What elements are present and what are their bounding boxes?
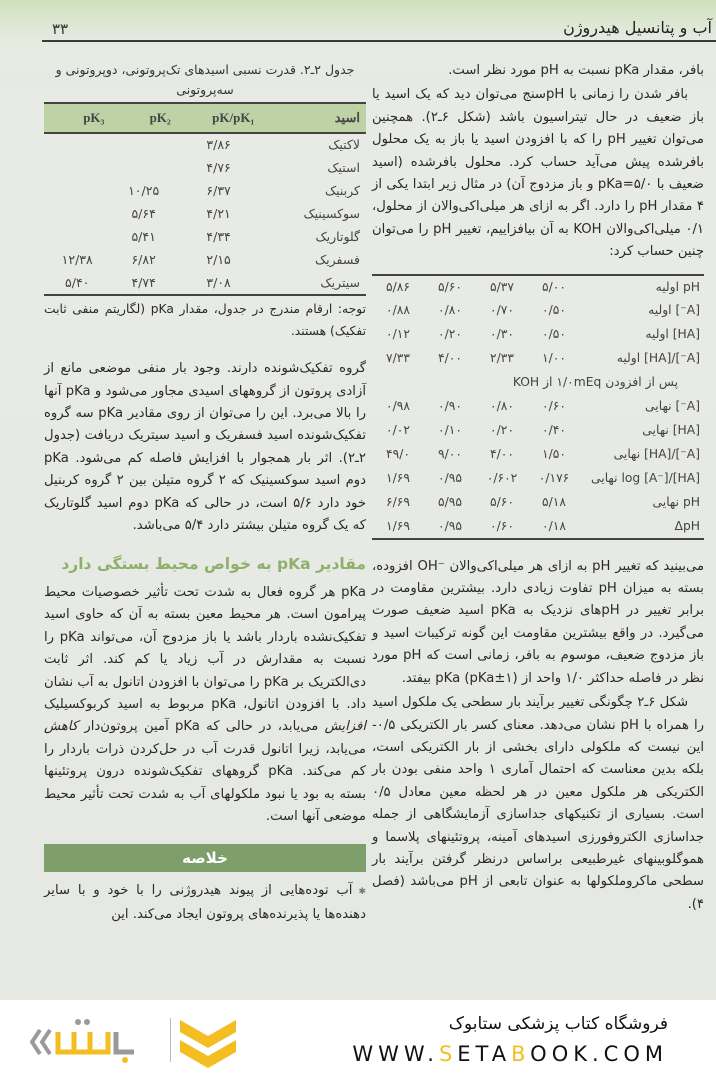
- table-row: فسفریک ۲/۱۵ ۶/۸۲ ۱۲/۳۸: [61, 252, 360, 268]
- summary-heading: خلاصه: [44, 844, 366, 872]
- column-header-pk2: pK₂: [110, 103, 176, 133]
- table-row: pH اولیه ۵/۰۰ ۵/۳۷ ۵/۶۰ ۵/۸۶: [372, 275, 704, 299]
- paragraph: شکل ۶ـ۲ چگونگی تغییر برآیند بار سطحی یک ملکول اسید را همراه با pH نشان می‌دهد. معنای کسر بار الکتریکی ۰/۵- این نیست که ملکولی دارای بخشی از بار الکتریکی است، بلکه بدین معناست که احتمال آماری ۱ واحد منفی بودن بار الکتریکی هر ملکول معین در هر لحظه معین معادل ۰/۵ است. بسیاری از تکنیکهای جداسازی آزمایشگاهی از جمله جداسازی الکتروفورزی اسیدهای آمینه، پروتئینهای پلاسما و هموگلوبینهای غیرطبیعی براساس درنظر گرفتن برآیند بار سطحی ماکروملکولها به عنوان تابعی از pH می‌باشد (فصل ۴).: [372, 695, 704, 912]
- paragraph: بافر شدن را زمانی با pHسنج می‌توان دید که یک اسید یا باز ضعیف در حال تیتراسیون باشد (شکل ۶ـ۲). همچنین می‌توان تغییر pH را که با افزودن اسید یا باز به یک محلول بافرشده پیش می‌آید حساب کرد. محلول بافرشده (اسید ضعیف با pKa=۵/۰ و باز مزدوج آن) در مثال زیر ابتدا یکی از ۴ مقدار pH را دارد. اگر به ازای هر میلی‌اکی‌والان از محلول، ۰/۱ میلی‌اکی‌والان KOH به آن بیافزاییم، تغییر pH را می‌توان چنین حساب کرد:: [372, 87, 705, 260]
- table-note: توجه: ارقام مندرج در جدول، مقدار pKa (لگاریتم منفی ثابت تفکیک) هستند.: [44, 302, 367, 339]
- summary-bullet: ✱ آب توده‌هایی از پیوند هیدروژنی را با خود و با سایر دهنده‌ها یا پذیرنده‌های پروتون ایجاد می‌کند. این: [44, 880, 366, 926]
- right-column: [372, 60, 704, 918]
- column-header-acid: اسید: [260, 103, 366, 133]
- table-row: [HA] نهایی ۰/۴۰ ۰/۲۰ ۰/۱۰ ۰/۰۲: [386, 423, 700, 438]
- emphasis: افزایش: [324, 719, 366, 735]
- table-row: سوکسینیک ۴/۲۱ ۵/۶۴: [131, 206, 360, 222]
- paragraph: گروه تفکیک‌شونده دارند. وجود بار منفی موضعی مانع از آزادی پروتون از گروههای اسیدی مجاور می‌شود و pKa آنها را بالا می‌برد. این را می‌توان از روی مقادیر pKa سه گروه تفکیک‌شونده اسید فسفریک و اسید سیتریک دریافت (جدول ۲ـ۲). اثر بار همجوار با افزایش فاصله کم می‌شود. pKa دوم اسید سوکسینیک که ۲ گروه متیلن بین ۲ گروه کربنیل خود دارد ۵/۶ است، در حالی که pKa دوم اسید گلوتاریک که یک گروه متیلن بیشتر دارد ۵/۴ می‌باشد.: [44, 361, 366, 534]
- logo-divider: [170, 1018, 171, 1062]
- store-url[interactable]: WWW.SETABOOK.COM: [352, 1042, 668, 1066]
- chapter-title: آب و پتانسیل هیدروژن: [563, 18, 712, 37]
- table-row: [A⁻] نهایی ۰/۶۰ ۰/۸۰ ۰/۹۰ ۰/۹۸: [386, 399, 700, 414]
- table-header-row: [44, 103, 366, 133]
- table-row: استیک ۴/۷۶: [206, 160, 360, 176]
- acid-strength-table: [44, 102, 366, 296]
- running-header: [42, 16, 716, 42]
- column-header-pk3: pK₃: [44, 103, 110, 133]
- table-row: log [A⁻]/[HA] نهایی ۰/۱۷۶ ۰/۶۰۲ ۰/۹۵ ۱/۶۹: [386, 471, 700, 486]
- paragraph: می‌بینید که تغییر pH به ازای هر میلی‌اکی‌والان ⁻OH افزوده، بسته به میزان pH تفاوت زیادی دارد. بیشترین مقاومت در برابر تغییر در pHهای نزدیک به pKa اسید ضعیف صورت می‌گیرد. در واقع بیشترین مقاومت این گونه ترکیبات اسید و باز مزدوج ضعیف، موسوم به بافر، زمانی است که pH مورد نظر در فاصله حداکثر ۱/۰ واحد از pKa (pKa±۱) بیفتد.: [372, 558, 705, 686]
- table-row: [A⁻]/[HA] اولیه ۱/۰۰ ۲/۳۳ ۴/۰۰ ۷/۳۳: [386, 351, 700, 366]
- table-row: گلوتاریک ۴/۳۴ ۵/۴۱: [131, 229, 360, 245]
- store-banner: [0, 1000, 716, 1079]
- table-row: سیتریک ۳/۰۸ ۴/۷۴ ۵/۴۰: [44, 272, 366, 295]
- column-header-pk1: pK/pK₁: [177, 103, 261, 133]
- table-row: pH نهایی ۵/۱۸ ۵/۶۰ ۵/۹۵ ۶/۶۹: [386, 495, 700, 510]
- table-row: [HA] اولیه ۰/۵۰ ۰/۳۰ ۰/۲۰ ۰/۱۲: [386, 327, 700, 342]
- store-name: فروشگاه کتاب پزشکی ستابوک: [448, 1014, 668, 1034]
- left-column: [44, 60, 366, 928]
- page-number: ۳۳: [52, 20, 69, 38]
- table-subheading-row: پس از افزودن ۱/۰mEq از KOH: [512, 375, 678, 390]
- table-row: ΔpH ۰/۱۸ ۰/۶۰ ۰/۹۵ ۱/۶۹: [372, 515, 704, 539]
- buffer-calculation-table: [372, 274, 704, 540]
- table-caption: جدول ۲ـ۲. قدرت نسبی اسیدهای تک‌پروتونی، دوپروتونی و سه‌پروتونی: [55, 62, 355, 97]
- paragraph: بافر، مقدار pKa نسبت به pH مورد نظر است.: [448, 63, 704, 78]
- table-row: [A⁻] اولیه ۰/۵۰ ۰/۷۰ ۰/۸۰ ۰/۸۸: [386, 303, 700, 318]
- section-heading: مقادیر pKa به خواص محیط بستگی دارد: [61, 555, 366, 574]
- paragraph: pKa هر گروه فعال به شدت تحت تأثیر خصوصیات محیط پیرامون است. هر محیط معین بسته به آن که حاوی اسید تفکیک‌نشده باردار باشد یا باز مزدوج آن، می‌تواند pKa را نسبت به مقدارش در آب زیاد یا کم کند. اثر ثابت دی‌الکتریک بر pKa را می‌توان با افزودن اتانول به آب نشان داد. با افزودن اتانول، pKa مربوط به اسید کربوکسیلیک افزایش می‌یابد، در حالی که pKa آمین پروتون‌دار کاهش می‌یابد، زیرا اتانول قدرت آب در حل‌کردن ذرات باردار را کم می‌کند. pKa گروههای تفکیک‌شونده درون پروتئینها بسته به بود یا نبود ملکولهای آب به شدت تحت تأثیر محیط موضعی آنها است.: [44, 584, 366, 824]
- setabook-logo: [30, 1012, 255, 1072]
- table-row: لاکتیک ۳/۸۶: [206, 137, 360, 153]
- table-row: کربنیک ۶/۳۷ ۱۰/۲۵: [128, 183, 360, 199]
- table-row: [A⁻]/[HA] نهایی ۱/۵۰ ۴/۰۰ ۹/۰۰ ۴۹/۰: [386, 447, 700, 462]
- emphasis: کاهش: [44, 719, 79, 735]
